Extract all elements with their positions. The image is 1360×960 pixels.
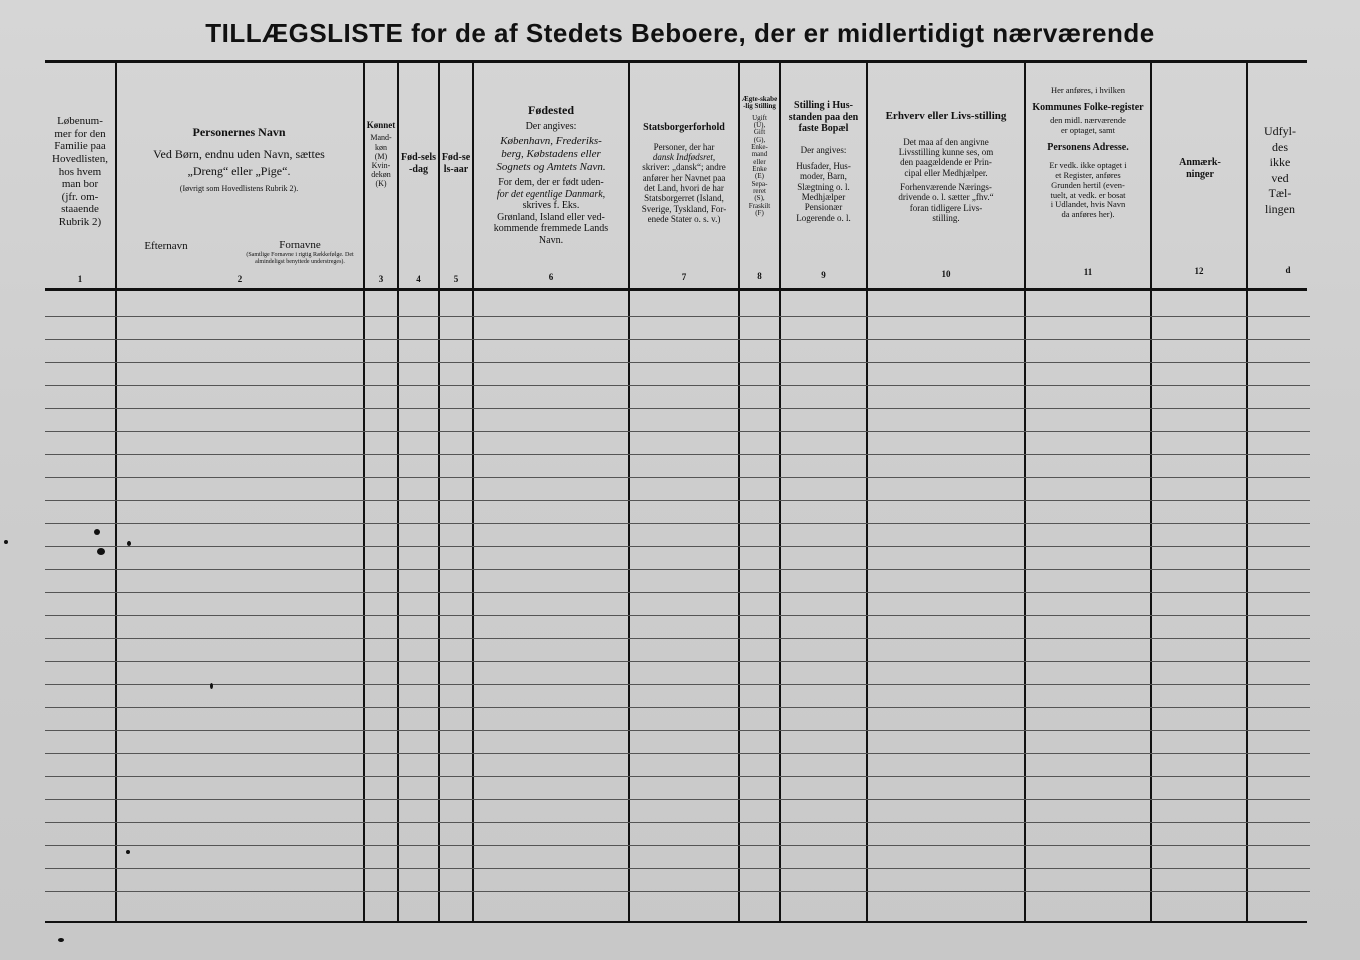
col13-line: ikke [1269, 155, 1291, 170]
col4-title: Fød-sels-dag [401, 152, 436, 175]
col3-line: køn [375, 142, 387, 152]
col3-title: Kønnet [366, 120, 396, 130]
col13-line: des [1272, 139, 1288, 154]
column-number: 11 [1083, 267, 1093, 277]
col12-header [1170, 157, 1230, 183]
col9-line: Pensionær [804, 202, 843, 213]
column-number: d [1285, 265, 1291, 275]
row-line [45, 684, 1310, 685]
column-number: 1 [77, 274, 83, 284]
col10-line: Livsstilling kunne ses, om [898, 146, 994, 157]
bottom-rule [45, 921, 1307, 923]
col1-line: Familie paa [54, 140, 106, 153]
row-line [45, 546, 1310, 547]
col3-header [365, 120, 397, 188]
col11-extra: i Udlandet, hvis Navn [1050, 199, 1126, 210]
col8-line: Fraskilt [748, 201, 771, 210]
col8-line: eller [753, 157, 766, 166]
col2-title: Personernes Navn [192, 125, 286, 139]
col10-line: den paagældende er Prin- [900, 157, 992, 168]
col5-header [441, 152, 471, 178]
column-number: 8 [757, 271, 762, 281]
col6-italic: berg, Købstadens eller [501, 147, 601, 160]
col3-line: Mand- [370, 133, 392, 143]
col3-line: dekøn [371, 170, 391, 180]
col9-header [782, 100, 865, 223]
col10-line: Det maa af den angivne [903, 136, 989, 147]
row-line [45, 454, 1310, 455]
col3-line: (M) [374, 151, 388, 161]
form-title: TILLÆGSLISTE for de af Stedets Beboere, der er midlertidigt nærværende [205, 18, 1155, 48]
col8-line: (F) [755, 209, 764, 218]
row-line [45, 408, 1310, 409]
column-number: 5 [453, 274, 459, 284]
column-number: 2 [237, 274, 243, 284]
column-number: 9 [821, 270, 826, 280]
col2-line: Ved Børn, endnu uden Navn, sættes [153, 146, 325, 161]
col7-line: det Land, hvori de har [644, 182, 724, 193]
col9-line: Husfader, Hus- [796, 160, 851, 171]
col11-extra: tuelt, at vedk. er bosat [1050, 189, 1126, 200]
ink-speck [97, 548, 105, 555]
col8-title: Ægte-skabe-lig Stilling [741, 95, 778, 111]
col7-line: enede Stater o. s. v.) [647, 213, 721, 224]
col9-title: Stilling i Hus-standen paa den faste Bopæl [788, 100, 859, 134]
col7-header [631, 122, 737, 224]
col8-header [741, 96, 778, 218]
row-line [45, 638, 1310, 639]
column-divider [438, 62, 440, 922]
col6-extra: For dem, der er født uden- [498, 177, 604, 189]
row-line [45, 569, 1310, 570]
col6-extra: skrives f. Eks. [522, 200, 580, 212]
row-line [45, 891, 1310, 892]
top-rule [45, 60, 1307, 63]
col11-extra: Grunden hertil (even- [1051, 179, 1125, 190]
col13-line: Tæl- [1268, 186, 1292, 201]
col6-italic: København, Frederiks- [500, 135, 602, 148]
col6-extra: for det egentlige Danmark, [496, 188, 606, 200]
column-divider [1246, 62, 1248, 922]
col2-line: „Dreng“ eller „Pige“. [187, 163, 291, 178]
row-line [45, 316, 1310, 317]
col2-sub-right [240, 239, 360, 265]
col9-line: Logerende o. l. [796, 212, 851, 223]
col2-sub-left: Efternavn [144, 240, 188, 252]
col8-line: Ugift [752, 113, 767, 122]
row-line [45, 661, 1310, 662]
column-divider [738, 62, 740, 922]
column-number: 10 [941, 269, 951, 279]
row-line [45, 845, 1310, 846]
column-divider [866, 62, 868, 922]
row-line [45, 615, 1310, 616]
col11-line: den midl. nærværende [1050, 115, 1126, 126]
col7-line: Statsborgerret (Island, [644, 193, 724, 204]
col9-line: moder, Barn, [800, 171, 847, 182]
col7-line: Sverige, Tyskland, For- [641, 203, 727, 214]
col8-line: Enke [752, 165, 767, 174]
column-divider [472, 62, 474, 922]
ink-speck [210, 683, 213, 689]
col1-line: staaende [61, 203, 99, 216]
col9-line: Der angives: [800, 144, 847, 155]
col11-extra: da anføres her). [1061, 209, 1115, 220]
column-number: 3 [378, 274, 384, 284]
col10-header [870, 110, 1022, 223]
row-line [45, 385, 1310, 386]
col1-line: Rubrik 2) [58, 216, 102, 229]
col11-extra: et Register, anføres [1055, 170, 1121, 181]
row-line [45, 776, 1310, 777]
col13-line: Udfyl- [1264, 124, 1296, 138]
row-line [45, 523, 1310, 524]
column-number: 4 [416, 274, 421, 284]
row-line [45, 799, 1310, 800]
row-line [45, 500, 1310, 501]
col6-line: Der angives: [525, 120, 577, 132]
col9-line: Slægtning o. l. [797, 181, 850, 192]
row-line [45, 477, 1310, 478]
col6-header [476, 104, 626, 246]
col7-line: dansk Indfødsret, [652, 151, 716, 162]
col13-line: lingen [1265, 201, 1295, 216]
column-number: 6 [548, 272, 554, 282]
ink-speck [58, 938, 64, 942]
col6-italic: Sognets og Amtets Navn. [496, 160, 606, 173]
col6-extra: Grønland, Island eller ved- [497, 211, 605, 223]
column-number: 7 [681, 272, 687, 282]
col7-line: anfører her Navnet paa [642, 172, 726, 183]
col1-line: man bor [61, 178, 99, 191]
row-line [45, 730, 1310, 731]
col8-line: (U), [753, 121, 766, 130]
column-divider [363, 62, 365, 922]
col11-title: Kommunes Folke-register [1032, 101, 1144, 113]
row-line [45, 362, 1310, 363]
col9-line: Medhjælper [801, 191, 846, 202]
col5-title: Fød-sels-aar [441, 152, 471, 175]
column-divider [628, 62, 630, 922]
col8-line: reret [753, 187, 766, 196]
col8-line: (E) [755, 172, 764, 181]
col8-line: (S), [754, 194, 765, 203]
col10-line: stilling. [932, 213, 960, 224]
ink-speck [126, 850, 130, 854]
col10-title: Erhverv eller Livs-stilling [885, 110, 1007, 122]
col1-line: hos hvem [58, 165, 102, 178]
column-divider [397, 62, 399, 922]
col7-line: skriver: „dansk“; andre [642, 162, 726, 173]
col6-title: Fødested [528, 103, 574, 117]
col8-line: Sepa- [751, 179, 768, 188]
row-line [45, 339, 1310, 340]
col3-line: (K) [375, 179, 387, 189]
col1-header [45, 115, 115, 229]
col1-line: mer for den [54, 127, 106, 140]
row-line [45, 822, 1310, 823]
col2-note: (Iøvrigt som Hovedlistens Rubrik 2). [179, 184, 299, 194]
col11-header [1027, 86, 1149, 220]
header-bottom-rule [45, 288, 1307, 291]
col2-header [118, 126, 360, 194]
column-divider [115, 62, 117, 922]
col10-line: foran tidligere Livs- [909, 202, 983, 213]
col6-extra: Navn. [538, 234, 564, 246]
col8-line: Enke- [751, 143, 768, 152]
col1-line: (jfr. om- [61, 190, 99, 203]
col10-line: drivende o. l. sætter „fhv.“ [898, 192, 994, 203]
column-divider [1024, 62, 1026, 922]
ink-speck [94, 529, 100, 535]
col2-fornavne-note: (Samtlige Fornavne i rigtig Rækkefølge. Det almindeligst benyttede understreges). [246, 251, 354, 265]
col3-line: Kvin- [371, 160, 391, 170]
col8-line: Gift [753, 128, 766, 137]
col8-line: (G), [753, 135, 766, 144]
col10-line: Forhenværende Nærings- [900, 182, 992, 193]
col12-title: Anmærk-ninger [1179, 157, 1221, 180]
row-line [45, 431, 1310, 432]
col7-line: Personer, der har [653, 141, 715, 152]
ink-speck [127, 541, 131, 546]
column-divider [1150, 62, 1152, 922]
col11-line: er optaget, samt [1060, 125, 1116, 136]
row-line [45, 707, 1310, 708]
col11-top: Her anføres, i hvilken [1050, 85, 1126, 95]
row-line [45, 592, 1310, 593]
col8-line: mand [751, 150, 768, 159]
col7-title: Statsborgerforhold [643, 122, 725, 133]
col13-header [1250, 124, 1310, 218]
col11-title2: Personens Adresse. [1047, 141, 1129, 153]
ink-speck [4, 540, 8, 544]
col10-line: cipal eller Medhjælper. [904, 167, 988, 178]
col2-fornavne: Fornavne [279, 239, 321, 251]
col11-extra: Er vedk. ikke optaget i [1049, 160, 1127, 171]
row-line [45, 868, 1310, 869]
col13-line: ved [1271, 170, 1289, 185]
col1-line: Løbenum- [57, 115, 103, 127]
col1-line: Hovedlisten, [52, 152, 108, 165]
col4-header [401, 152, 436, 178]
column-number: 12 [1194, 266, 1204, 276]
column-divider [779, 62, 781, 922]
row-line [45, 753, 1310, 754]
col6-extra: kommende fremmede Lands [493, 223, 609, 235]
